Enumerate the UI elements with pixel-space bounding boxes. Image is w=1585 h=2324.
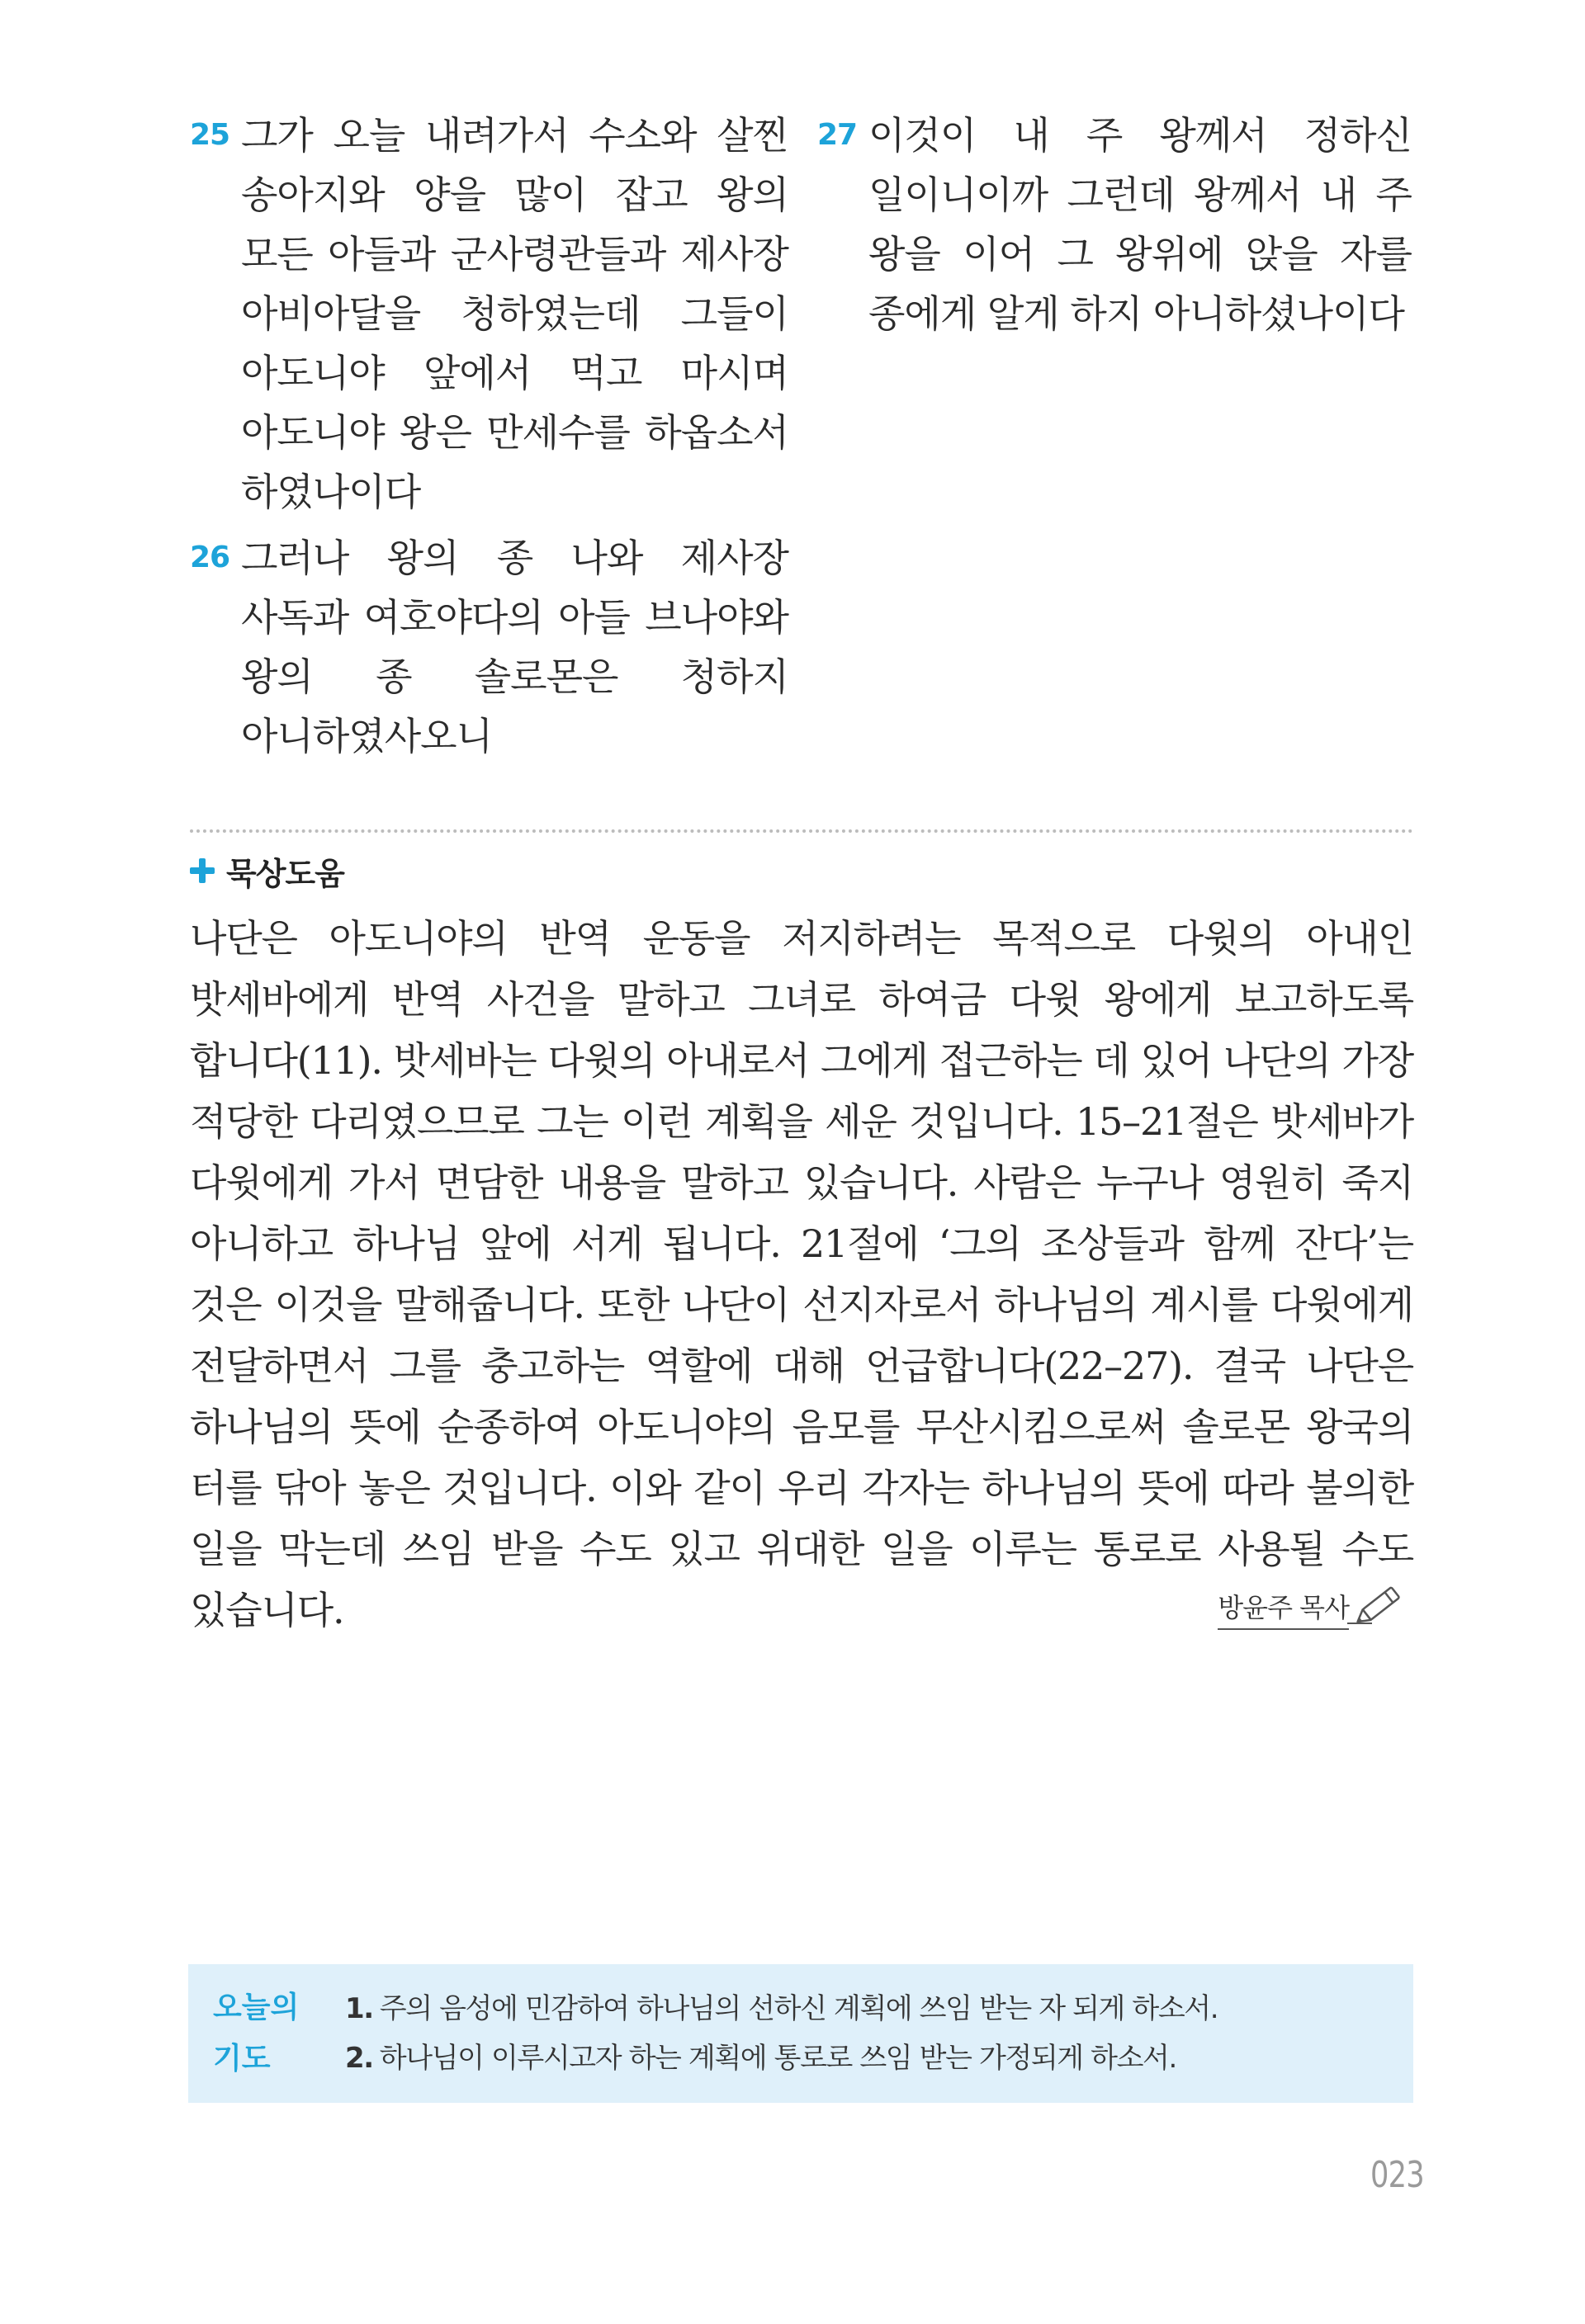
verse-number: 26 (190, 541, 230, 574)
meditation-body: 나단은 아도니야의 반역 운동을 저지하려는 목적으로 다윗의 아내인 밧세바에게 반역 사건을 말하고 그녀로 하여금 다윗 왕에게 보고하도록 합니다(11). 밧세바는 다윗의 아내로서 그에게 접근하는 데 있어 나단의 가장 적당한 다리였으므로 그는 이런 계획을 세운 것입니다. 15–21절은 밧세바가 다윗에게 가서 면담한 내용을 말하고 있습니다. 사람은 누구나 영원히 죽지 아니하고 하나님 앞에 서게 됩니다. 21절에 ‘그의 조상들과 함께 잔다’는 것은 이것을 말해줍니다. 또한 나단이 선지자로서 하나님의 계시를 다윗에게 전달하면서 그를 충고하는 역할에 대해 언급합니다(22–27). 결국 나단은 하나님의 뜻에 순종하여 아도니야의 음모를 무산시킴으로써 솔로몬 왕국의 터를 닦아 놓은 것입니다. 이와 같이 우리 각자는 하나님의 뜻에 따라 불의한 일을 막는데 쓰임 받을 수도 있고 위대한 일을 이루는 통로로 사용될 수도 있습니다. (190, 916, 1413, 1632)
page-number: 023 (1370, 2154, 1424, 2196)
verse-26 (190, 528, 788, 766)
prayer-label-line2: 기도 (213, 2042, 271, 2076)
prayer-item-number: 2. (345, 2042, 373, 2075)
verse-text: 그가 오늘 내려가서 수소와 살찐 송아지와 양을 많이 잡고 왕의 모든 아들과 군사령관들과 제사장 아비아달을 청하였는데 그들이 아도니야 앞에서 먹고 마시며 아도니야 왕은 만세수를 하옵소서 하였나이다 (241, 113, 788, 514)
plus-icon (190, 858, 215, 883)
prayer-items (345, 1984, 1218, 2083)
prayer-item-text: 주의 음성에 민감하여 하나님의 선하신 계획에 쓰임 받는 자 되게 하소서. (379, 1992, 1218, 2025)
verse-text: 그러나 왕의 종 나와 제사장 사독과 여호야다의 아들 브나야와 왕의 종 솔로몬은 청하지 아니하였사오니 (241, 536, 788, 758)
scripture-verses (190, 106, 1412, 772)
meditation-title: 묵상도움 (226, 855, 344, 892)
prayer-item (345, 2034, 1218, 2083)
pencil-icon (1347, 1572, 1413, 1630)
verse-text: 이것이 내 주 왕께서 정하신 일이니이까 그런데 왕께서 내 주 왕을 이어 그 왕위에 앉을 자를 종에게 알게 하지 아니하셨나이다 (868, 113, 1412, 336)
meditation-heading (190, 850, 344, 891)
verse-25 (190, 106, 788, 522)
prayer-item (345, 1984, 1218, 2034)
prayer-box (188, 1964, 1413, 2103)
prayer-item-text: 하나님이 이루시고자 하는 계획에 통로로 쓰임 받는 가정되게 하소서. (379, 2042, 1176, 2075)
verse-number: 25 (190, 118, 230, 152)
verse-27 (817, 106, 1412, 343)
dotted-divider (190, 829, 1413, 833)
verses-right-column (817, 106, 1412, 772)
prayer-item-number: 1. (345, 1992, 373, 2025)
verse-number: 27 (817, 118, 858, 152)
prayer-label-line1: 오늘의 (213, 1991, 300, 2024)
author-signature (1197, 1572, 1413, 1630)
verses-left-column (190, 106, 788, 772)
author-name: 방윤주 목사 (1218, 1587, 1349, 1630)
prayer-label (213, 1982, 345, 2085)
